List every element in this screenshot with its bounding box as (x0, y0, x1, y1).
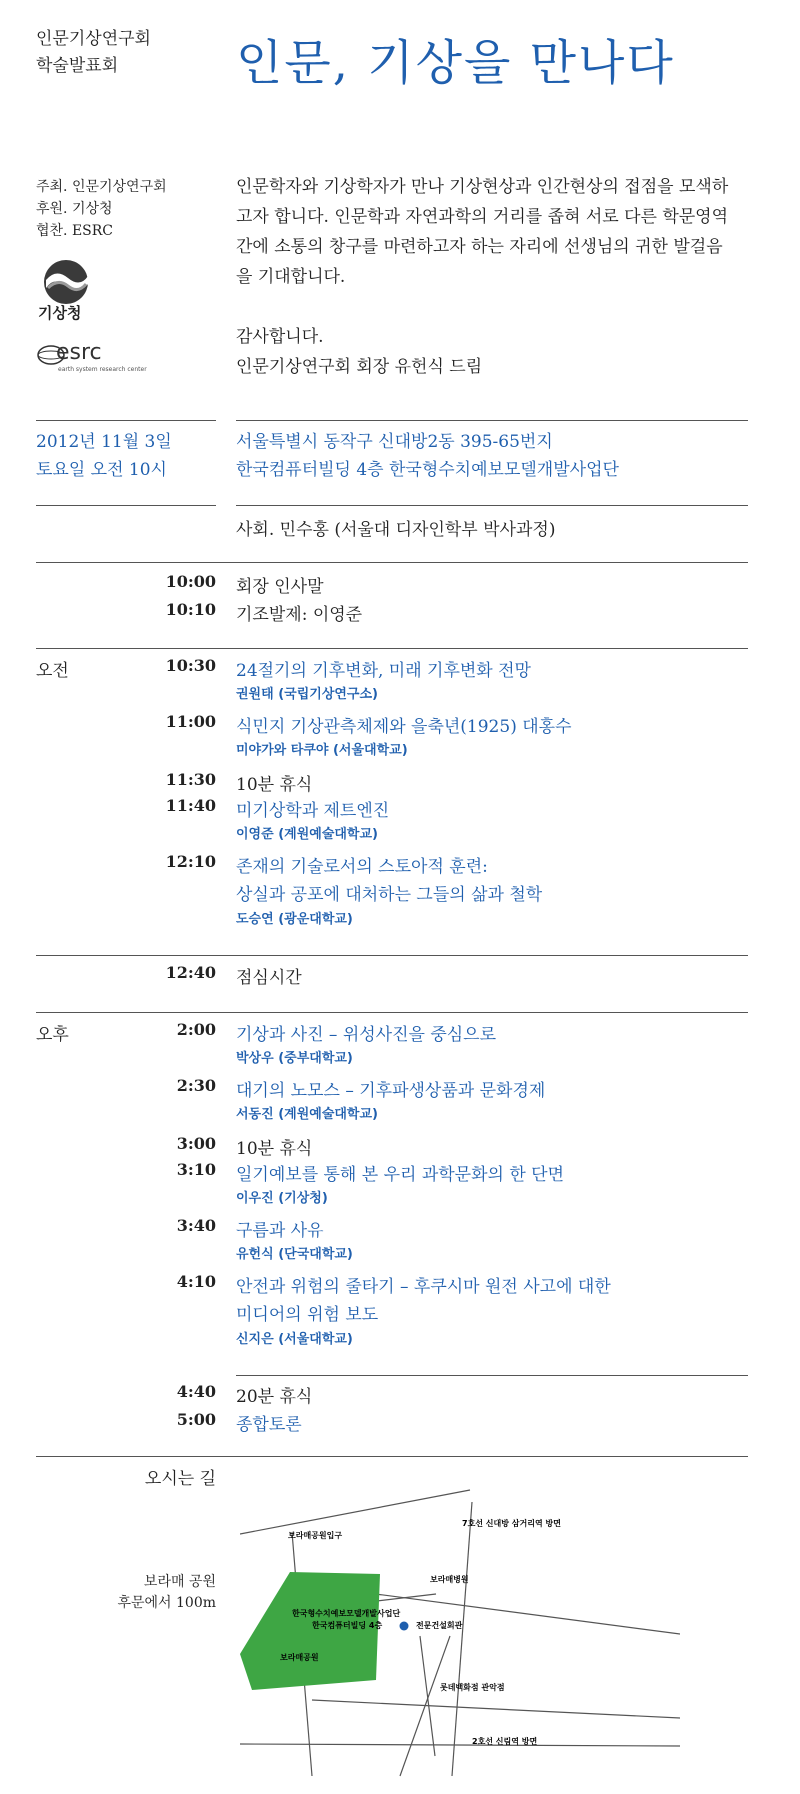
intro-paragraph: 인문학자와 기상학자가 만나 기상현상과 인간현상의 접점을 모색하고자 합니다. 인문학과 자연과학의 거리를 좁혀 서로 다른 학문영역간에 소통의 창구를 마련하고자 하는 자리에 선생님의 귀한 발걸음을 기대합니다. (236, 177, 729, 287)
talk-title: 미기상학과 제트엔진 (236, 801, 390, 821)
schedule-time: 3:10 (176, 1160, 216, 1179)
park-area (240, 1572, 383, 1690)
schedule-time: 11:30 (165, 770, 216, 789)
schedule-time: 3:40 (176, 1216, 216, 1235)
divider (36, 1456, 748, 1457)
map-road (420, 1636, 435, 1756)
host-line: 주최. 인문기상연구회 (36, 179, 167, 195)
talk-title: 일기예보를 통해 본 우리 과학문화의 한 단면 (236, 1165, 565, 1185)
venue-address: 서울특별시 동작구 신대방2동 395-65번지 (236, 432, 553, 452)
talk-speaker: 서동진 (계원예술대학교) (236, 1107, 378, 1122)
schedule-time: 2:30 (176, 1076, 216, 1095)
talk-title: 기상과 사진 – 위성사진을 중심으로 (236, 1025, 497, 1045)
map-label-lotte: 롯데백화점 관악점 (440, 1683, 505, 1692)
signature-line: 인문기상연구회 회장 유헌식 드림 (236, 357, 483, 377)
talk-title: 존재의 기술로서의 스토아적 훈련: (236, 857, 488, 877)
map-label-station2: 2호선 신림역 방면 (472, 1737, 538, 1746)
schedule-time: 11:40 (165, 796, 216, 815)
divider (236, 505, 748, 506)
page-title: 인문, 기상을 만나다 (236, 35, 675, 91)
map-label-park-gate: 보라매공원입구 (288, 1531, 343, 1540)
map-label-park: 보라매공원 (280, 1653, 319, 1662)
venue-building: 한국컴퓨터빌딩 4층 한국형수치예보모델개발사업단 (236, 460, 619, 480)
divider (236, 420, 748, 421)
event-datetime (36, 428, 172, 484)
talk-title-continued: 미디어의 위험 보도 (236, 1305, 379, 1325)
esrc-logo-subtitle: earth system research center (58, 366, 147, 373)
thanks-line: 감사합니다. (236, 327, 324, 347)
talk-speaker: 신지은 (서울대학교) (236, 1332, 353, 1347)
talk-speaker: 유헌식 (단국대학교) (236, 1247, 353, 1262)
schedule-time: 10:00 (165, 572, 216, 591)
talk-speaker: 이우진 (기상청) (236, 1191, 328, 1206)
directions-note-line-1: 보라매 공원 (143, 1574, 216, 1590)
moderator-line: 사회. 민수홍 (서울대 디자인학부 박사과정) (236, 520, 556, 540)
map-road (240, 1744, 680, 1746)
talk-title: 구름과 사유 (236, 1221, 324, 1241)
session-label-afternoon: 오후 (36, 1025, 69, 1045)
schedule-title: 기조발제: 이영준 (236, 605, 363, 625)
invitation-text (236, 172, 736, 382)
divider (36, 562, 748, 563)
org-line-2: 학술발표회 (36, 56, 119, 76)
cooperation-line: 협찬. ESRC (36, 223, 114, 239)
divider (36, 1012, 748, 1013)
event-time: 토요일 오전 10시 (36, 460, 167, 480)
support-line: 후원. 기상청 (36, 201, 113, 217)
map-label-hall: 전문건설회관 (416, 1621, 463, 1630)
map-road (312, 1700, 680, 1718)
schedule-title: 종합토론 (236, 1415, 302, 1435)
schedule-title: 20분 휴식 (236, 1387, 313, 1407)
organizer-name (36, 26, 151, 80)
divider (36, 420, 216, 421)
map-label-building-1: 한국형수치예보모델개발사업단 (292, 1609, 401, 1618)
talk-title: 24절기의 기후변화, 미래 기후변화 전망 (236, 661, 531, 681)
schedule-title: 10분 휴식 (236, 1139, 313, 1159)
org-line-1: 인문기상연구회 (36, 29, 151, 49)
map-label-hospital: 보라매병원 (430, 1575, 469, 1584)
talk-speaker: 이영준 (계원예술대학교) (236, 827, 378, 842)
talk-speaker: 권원태 (국립기상연구소) (236, 687, 378, 702)
map-road (452, 1502, 472, 1776)
schedule-time: 4:40 (176, 1382, 216, 1401)
esrc-logo-text: esrc (56, 340, 102, 365)
schedule-time: 5:00 (176, 1410, 216, 1429)
talk-title: 대기의 노모스 – 기후파생상품과 문화경제 (236, 1081, 546, 1101)
divider (236, 1375, 748, 1376)
schedule-title: 10분 휴식 (236, 775, 313, 795)
map-label-building-2: 한국컴퓨터빌딩 4층 (312, 1621, 383, 1630)
directions-note (117, 1572, 216, 1614)
schedule-time: 12:40 (165, 963, 216, 982)
talk-title: 안전과 위험의 줄타기 – 후쿠시마 원전 사고에 대한 (236, 1277, 611, 1297)
sponsor-list (36, 176, 167, 242)
talk-speaker: 미야가와 타쿠야 (서울대학교) (236, 743, 408, 758)
event-date: 2012년 11월 3일 (36, 432, 172, 452)
divider (36, 648, 748, 649)
location-map (240, 1476, 680, 1786)
schedule-time: 10:10 (165, 600, 216, 619)
event-venue (236, 428, 619, 484)
talk-speaker: 도승연 (광운대학교) (236, 912, 353, 927)
talk-speaker: 박상우 (중부대학교) (236, 1051, 353, 1066)
schedule-time: 12:10 (165, 852, 216, 871)
schedule-title: 회장 인사말 (236, 577, 324, 597)
directions-note-line-2: 후문에서 100m (117, 1595, 216, 1611)
schedule-time: 2:00 (176, 1020, 216, 1039)
kma-logo-text: 기상청 (38, 304, 82, 322)
divider (36, 505, 216, 506)
divider (36, 955, 748, 956)
schedule-time: 3:00 (176, 1134, 216, 1153)
schedule-title: 점심시간 (236, 968, 302, 988)
schedule-time: 11:00 (165, 712, 216, 731)
map-road (240, 1490, 470, 1534)
map-label-station7: 7호선 신대방 삼거리역 방면 (462, 1519, 561, 1528)
session-label-morning: 오전 (36, 661, 69, 681)
esrc-logo (36, 340, 147, 374)
schedule-time: 10:30 (165, 656, 216, 675)
talk-title: 식민지 기상관측체제와 을축년(1925) 대홍수 (236, 717, 572, 737)
directions-heading: 오시는 길 (144, 1469, 216, 1489)
location-marker-icon (400, 1622, 409, 1631)
schedule-time: 4:10 (176, 1272, 216, 1291)
talk-title-continued: 상실과 공포에 대처하는 그들의 삶과 철학 (236, 885, 543, 905)
